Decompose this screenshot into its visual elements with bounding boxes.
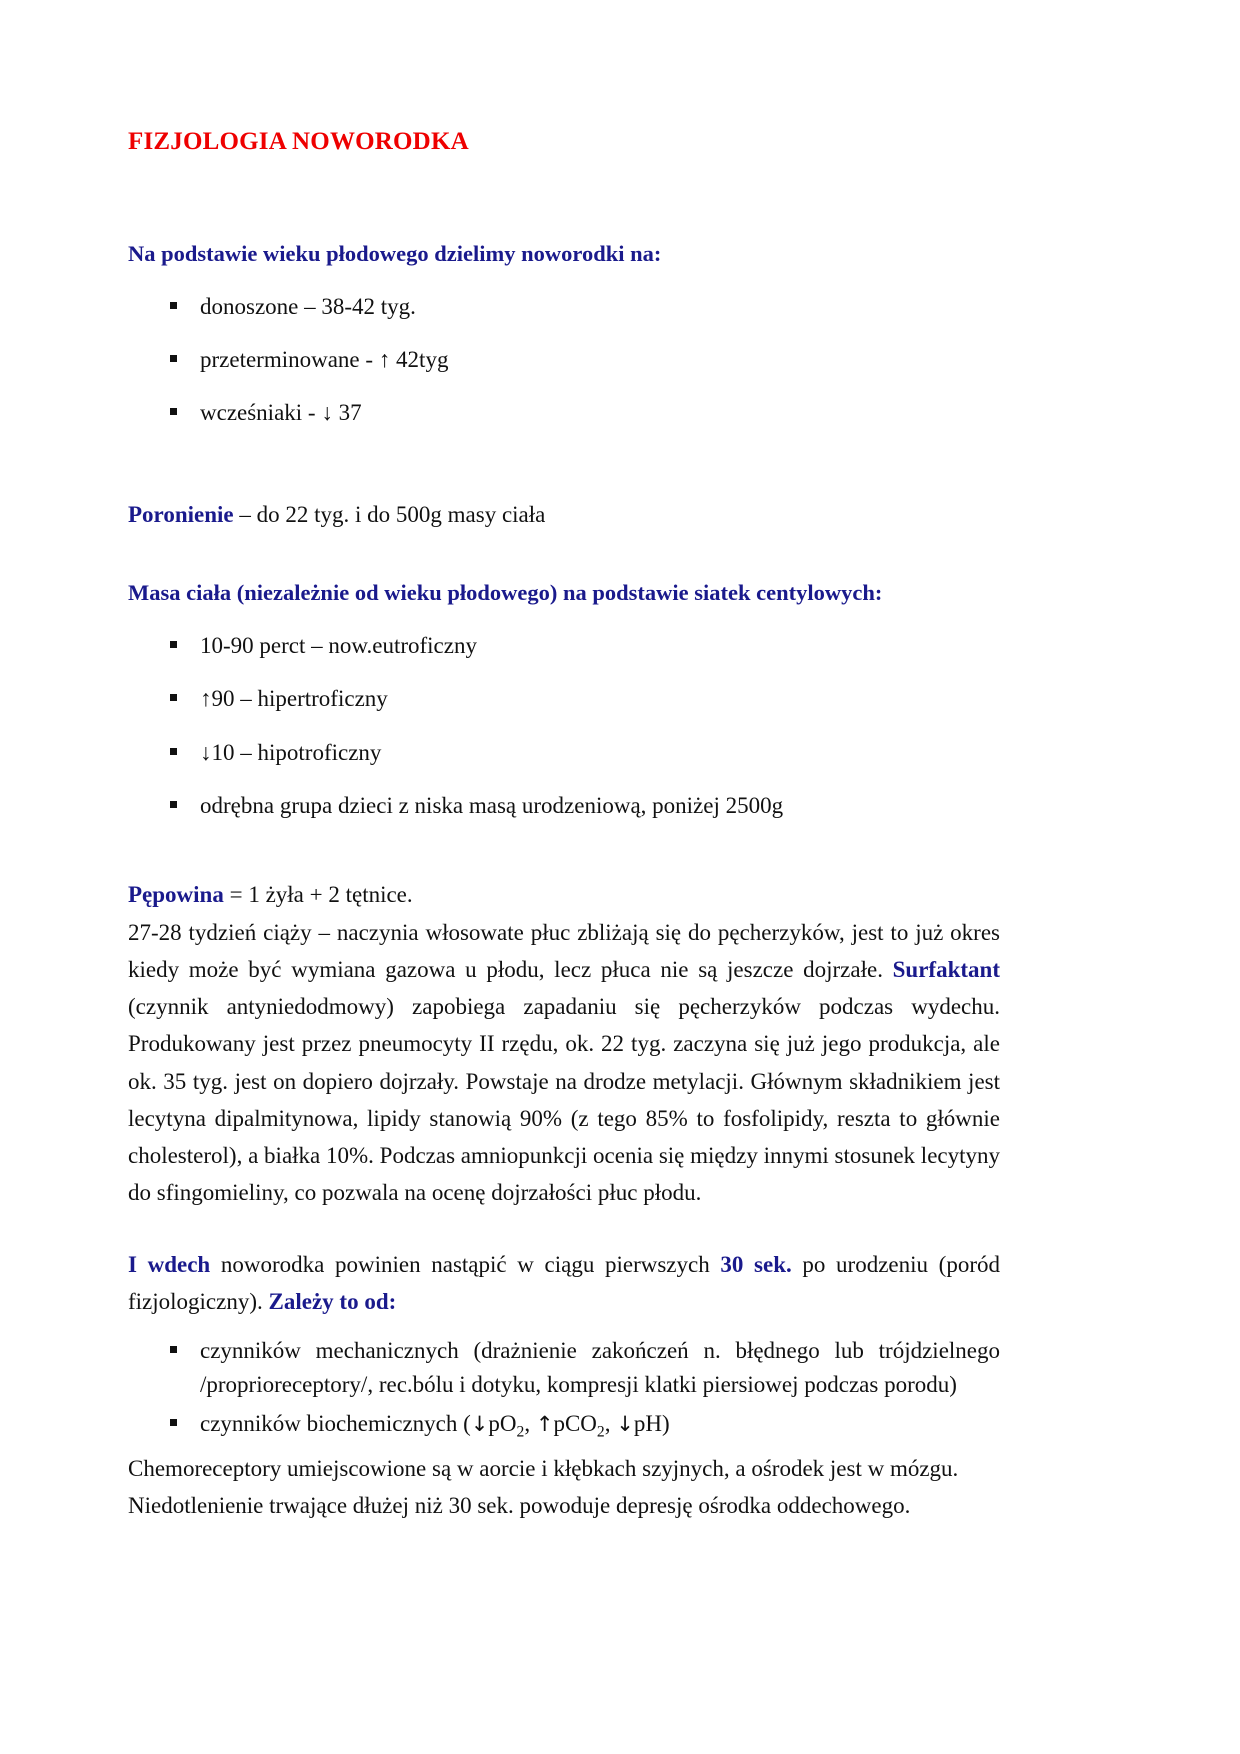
list-item [128,1334,1000,1401]
list-item-label: donoszone – 38-42 tyg. [200,293,416,319]
spacer [128,533,1000,579]
breath-text-mid2: po urodzeniu (poród fizjologiczny). [128,1251,1000,1314]
list-item [128,343,1000,376]
heading-fetal-age: Na podstawie wieku płodowego dzielimy noworodki na: [128,240,662,266]
square-bullet-icon [170,801,177,808]
list-item-label: czynników biochemicznych ($↓pO_2$, ↑pCO$_2$, ↓pH) [200,1410,670,1441]
list-fetal-age [128,290,1000,430]
spacer [128,1212,1000,1246]
list-item [128,290,1000,323]
square-bullet-icon [170,1419,177,1426]
paragraph-umbilical-cord [128,876,1000,913]
paragraph-chemoreceptors: Chemoreceptory umiejscowione są w aorcie i kłębkach szyjnych, a ośrodek jest w mózgu. [128,1456,959,1482]
paragraph-miscarriage [128,496,1000,533]
list-item [128,1407,1000,1444]
square-bullet-icon [170,694,177,701]
list-item [128,736,1000,769]
heading-body-mass: Masa ciała (niezależnie od wieku płodowego) na podstawie siatek centylowych: [128,579,883,605]
spacer [128,842,1000,876]
term-poronienie: Poronienie [128,501,234,527]
term-poronienie-definition: – do 22 tyg. i do 500g masy ciała [233,501,546,527]
square-bullet-icon [170,408,177,415]
breath-text-mid1: noworodka powinien nastąpić w ciągu pierwszych [210,1251,721,1277]
term-surfaktant: Surfaktant [892,956,1000,982]
surfactant-text-part1: 27-28 tydzień ciąży – naczynia włosowate płuc zbliżają się do pęcherzyków, jest to już okres kiedy może być wymiana gazowa u płodu, lecz płuca nie są jeszcze dojrzałe. [128,919,1000,982]
paragraph-surfactant [128,914,1000,1212]
paragraph-hypoxia: Niedotlenienie trwające dłużej niż 30 sek. powoduje depresję ośrodka oddechowego. [128,1493,911,1519]
spacer [128,1320,1000,1334]
list-item [128,682,1000,715]
document-content [128,128,1000,1525]
spacer [128,156,1000,240]
term-i-wdech: I wdech [128,1251,211,1277]
list-item-label: ↑90 – hipertroficzny [200,686,388,712]
list-item-label: ↓10 – hipotroficzny [200,739,382,765]
list-breath-factors [128,1334,1000,1444]
list-item-label: wcześniaki - ↓ 37 [200,400,362,426]
paragraph-first-breath [128,1246,1000,1321]
list-item-label: 10-90 perct – now.eutroficzny [200,633,477,659]
page-title: FIZJOLOGIA NOWORODKA [128,128,469,155]
term-pepowina: Pępowina [128,882,224,908]
spacer [128,450,1000,496]
square-bullet-icon [170,302,177,309]
spacer [128,607,1000,629]
list-item [128,789,1000,822]
square-bullet-icon [170,641,177,648]
square-bullet-icon [170,1346,177,1353]
value-30-sek: 30 sek. [720,1251,792,1277]
list-item-label: czynników mechanicznych (drażnienie zakończeń n. błędnego lub trójdzielnego /proprioreceptory/, rec.bólu i dotyku, kompresji klatki piersiowej podczas porodu) [200,1338,1000,1397]
term-zalezy-to-od: Zależy to od: [268,1288,397,1314]
surfactant-text-part2: (czynnik antyniedodmowy) zapobiega zapadaniu się pęcherzyków podczas wydechu. Produkowany jest przez pneumocyty II rzędu, ok. 22 tyg. zaczyna się już jego produkcja, ale ok. 35 tyg. jest on dopiero dojrzały. Powstaje na drodze metylacji. Głównym składnikiem jest lecytyna dipalmitynowa, lipidy stanowią 90% (z tego 85% to fosfolipidy, reszta to głównie cholesterol), a białka 10%. Podczas amniopunkcji ocenia się między innymi stosunek lecytyny do sfingomieliny, co pozwala na ocenę dojrzałości płuc płodu. [128,994,1000,1206]
list-body-mass [128,629,1000,822]
list-item-label: przeterminowane - ↑ 42tyg [200,346,449,372]
list-item [128,396,1000,429]
square-bullet-icon [170,748,177,755]
spacer [128,268,1000,290]
list-item [128,629,1000,662]
list-item-label: odrębna grupa dzieci z niska masą urodzeniową, poniżej 2500g [200,793,784,819]
term-pepowina-definition: = 1 żyła + 2 tętnice. [223,882,413,908]
square-bullet-icon [170,355,177,362]
